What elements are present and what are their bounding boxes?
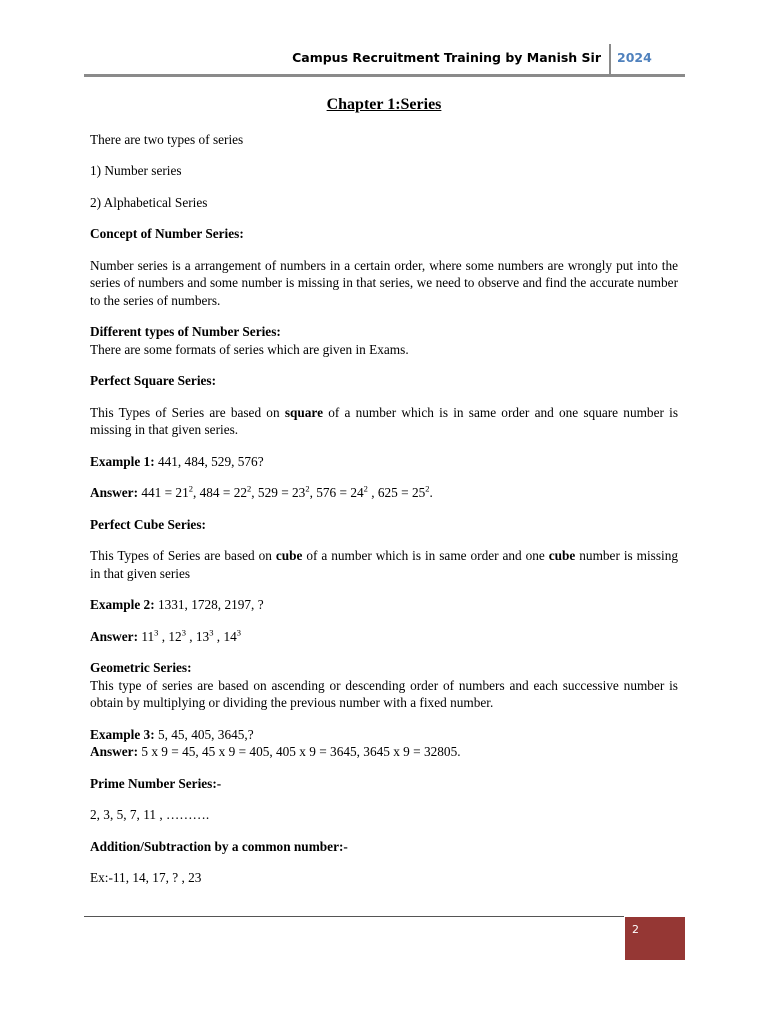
answer-part: , 484 = 22 [192, 485, 248, 500]
answer-part: , 14 [213, 628, 237, 644]
cube-text-bold: cube [548, 548, 576, 563]
geometric-example [90, 726, 678, 744]
answer-part: 11 [138, 628, 155, 644]
answer-part: , 529 = 23 [251, 485, 306, 500]
answer-exponent: 2 [247, 483, 252, 494]
square-text-a: This Types of Series are based on [90, 404, 285, 420]
page-header [84, 44, 685, 76]
answer-exponent: 3 [209, 627, 214, 638]
answer-exponent: 3 [181, 627, 186, 638]
cube-text-bold: cube [275, 548, 303, 563]
answer-exponent: 3 [154, 627, 159, 638]
types-heading: Different types of Number Series: [90, 324, 281, 339]
example-text: 5, 45, 405, 3645,? [154, 726, 254, 742]
answer-exponent: 2 [305, 483, 310, 494]
intro-item-1: 1) Number series [90, 163, 182, 178]
types-text: There are some formats of series which are given in Exams. [90, 341, 409, 357]
answer-part: , 576 = 24 [309, 485, 364, 500]
cube-text [90, 547, 678, 582]
footer-rule [84, 916, 624, 917]
geometric-text: This type of series are based on ascending or descending order of numbers and each successive number is obtain by multiplying or dividing the previous number with a fixed number. [90, 677, 678, 710]
header-rule [84, 74, 685, 77]
answer-part: . [429, 485, 433, 500]
answer-label: Answer: [90, 485, 139, 500]
answer-exponent: 3 [236, 627, 241, 638]
example-label: Example 1: [90, 453, 155, 469]
square-example [90, 453, 678, 471]
chapter-title: Chapter 1:Series [326, 96, 442, 113]
answer-exponent: 2 [425, 483, 430, 494]
cube-example [90, 596, 678, 614]
cube-text-c: number is missing in that given series [90, 548, 678, 581]
square-text-b: of a number which is in same order and one square number is missing in that given series. [90, 404, 678, 437]
answer-part: 441 = 21 [138, 485, 189, 500]
answer-part: , 625 = 25 [367, 485, 426, 500]
cube-heading: Perfect Cube Series: [90, 516, 206, 532]
concept-heading: Concept of Number Series: [90, 226, 244, 241]
intro-line: There are two types of series [90, 131, 244, 147]
example-label: Example 3: [90, 726, 155, 742]
page-number: 2 [632, 923, 639, 936]
answer-label: Answer: [90, 744, 139, 759]
concept-text: Number series is a arrangement of numbers in a certain order, where some numbers are wrongly put into the series of numbers and some number is missing in that series, we need to observe and find the accurate number to the series of numbers. [90, 257, 678, 308]
answer-part: , 12 [158, 628, 182, 644]
header-title: Campus Recruitment Training by Manish Sir [292, 50, 601, 65]
page-content [90, 96, 678, 901]
header-year: 2024 [617, 50, 652, 65]
square-answer [90, 484, 678, 502]
cube-answer [90, 628, 678, 646]
example-text: 441, 484, 529, 576? [154, 453, 264, 469]
square-text [90, 404, 678, 439]
addsub-text: Ex:-11, 14, 17, ? , 23 [90, 870, 202, 885]
prime-heading: Prime Number Series:- [90, 775, 222, 791]
geometric-answer [90, 743, 678, 761]
answer-exponent: 2 [188, 483, 193, 494]
cube-text-a: This Types of Series are based on [90, 548, 276, 563]
prime-text: 2, 3, 5, 7, 11 , ………. [90, 807, 210, 822]
page-number-box [625, 917, 685, 960]
header-separator [609, 44, 611, 74]
answer-part: , 13 [185, 628, 210, 644]
square-text-bold: square [284, 404, 323, 420]
example-label: Example 2: [90, 597, 155, 612]
square-heading: Perfect Square Series: [90, 373, 217, 388]
answer-exponent: 2 [363, 483, 368, 494]
addsub-heading: Addition/Subtraction by a common number:- [90, 838, 348, 854]
cube-text-b: of a number which is in same order and one [302, 548, 549, 563]
intro-item-2: 2) Alphabetical Series [90, 194, 208, 210]
answer-label: Answer: [90, 628, 139, 644]
example-text: 1331, 1728, 2197, ? [154, 597, 264, 612]
geometric-heading: Geometric Series: [90, 660, 192, 675]
answer-text: 5 x 9 = 45, 45 x 9 = 405, 405 x 9 = 3645, 3645 x 9 = 32805. [138, 744, 461, 759]
